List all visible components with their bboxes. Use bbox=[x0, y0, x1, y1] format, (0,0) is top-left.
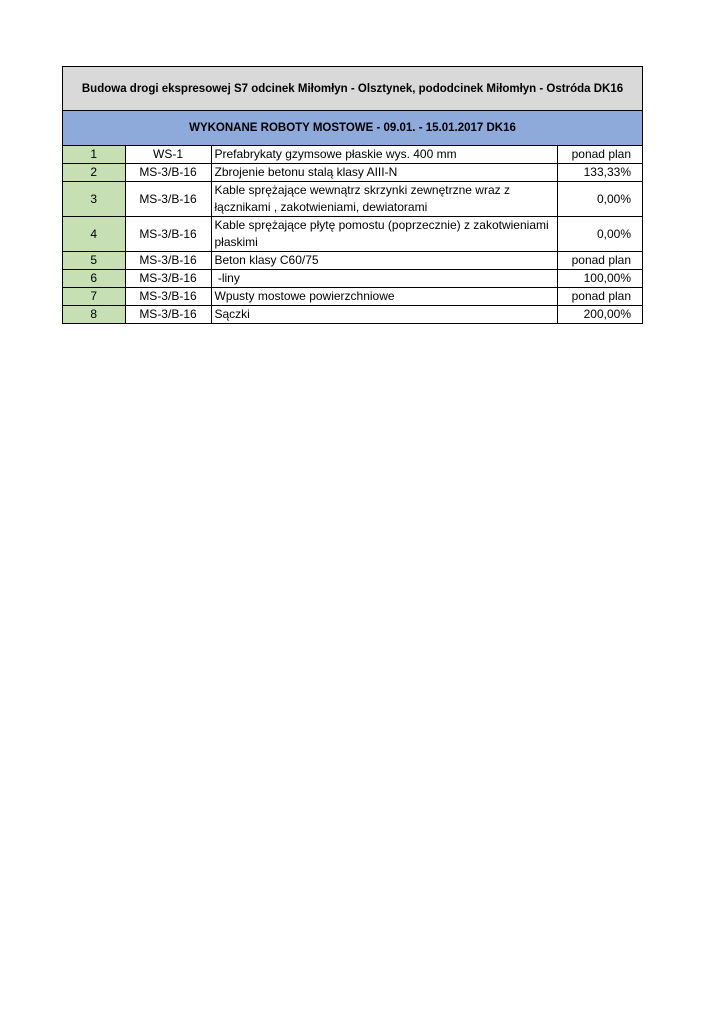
row-status: ponad plan bbox=[557, 252, 643, 270]
row-description: Zbrojenie betonu stalą klasy AIII-N bbox=[211, 164, 557, 182]
report-subtitle: WYKONANE ROBOTY MOSTOWE - 09.01. - 15.01.2017 DK16 bbox=[63, 111, 642, 146]
row-status: ponad plan bbox=[557, 146, 643, 164]
works-list bbox=[63, 146, 643, 323]
row-code: MS-3/B-16 bbox=[125, 182, 211, 217]
row-status: 0,00% bbox=[557, 182, 643, 217]
row-code: MS-3/B-16 bbox=[125, 217, 211, 252]
row-description: Kable sprężające wewnątrz skrzynki zewnętrzne wraz z łącznikami , zakotwieniami, dewiatorami bbox=[211, 182, 557, 217]
row-number: 1 bbox=[63, 146, 125, 164]
table-row bbox=[63, 252, 643, 270]
row-number: 8 bbox=[63, 306, 125, 324]
row-code: MS-3/B-16 bbox=[125, 306, 211, 324]
row-code: WS-1 bbox=[125, 146, 211, 164]
row-code: MS-3/B-16 bbox=[125, 164, 211, 182]
row-number: 2 bbox=[63, 164, 125, 182]
row-status: 100,00% bbox=[557, 270, 643, 288]
row-description: Sączki bbox=[211, 306, 557, 324]
row-number: 7 bbox=[63, 288, 125, 306]
row-status: 200,00% bbox=[583, 307, 631, 321]
row-number: 3 bbox=[63, 182, 125, 217]
table-row bbox=[63, 182, 643, 217]
row-code: MS-3/B-16 bbox=[125, 252, 211, 270]
row-code: MS-3/B-16 bbox=[125, 270, 211, 288]
row-code: MS-3/B-16 bbox=[125, 288, 211, 306]
table-row bbox=[63, 306, 643, 324]
row-description: Wpusty mostowe powierzchniowe bbox=[211, 288, 557, 306]
table-row bbox=[63, 288, 643, 306]
document-title: Budowa drogi ekspresowej S7 odcinek Miłomłyn - Olsztynek, pododcinek Miłomłyn - Ostróda DK16 bbox=[63, 67, 642, 111]
row-description: Prefabrykaty gzymsowe płaskie wys. 400 mm bbox=[211, 146, 557, 164]
table-row bbox=[63, 270, 643, 288]
table-row bbox=[63, 164, 643, 182]
row-description: -liny bbox=[211, 270, 557, 288]
row-description: Beton klasy C60/75 bbox=[211, 252, 557, 270]
table-row bbox=[63, 217, 643, 252]
works-table bbox=[62, 66, 643, 324]
row-status: ponad plan bbox=[557, 288, 643, 306]
row-number: 5 bbox=[63, 252, 125, 270]
table-row bbox=[63, 146, 643, 164]
row-status: 0,00% bbox=[557, 217, 643, 252]
row-description: Kable sprężające płytę pomostu (poprzecznie) z zakotwieniami płaskimi bbox=[211, 217, 557, 252]
row-number: 4 bbox=[63, 217, 125, 252]
row-number: 6 bbox=[63, 270, 125, 288]
row-status: 133,33% bbox=[557, 164, 643, 182]
